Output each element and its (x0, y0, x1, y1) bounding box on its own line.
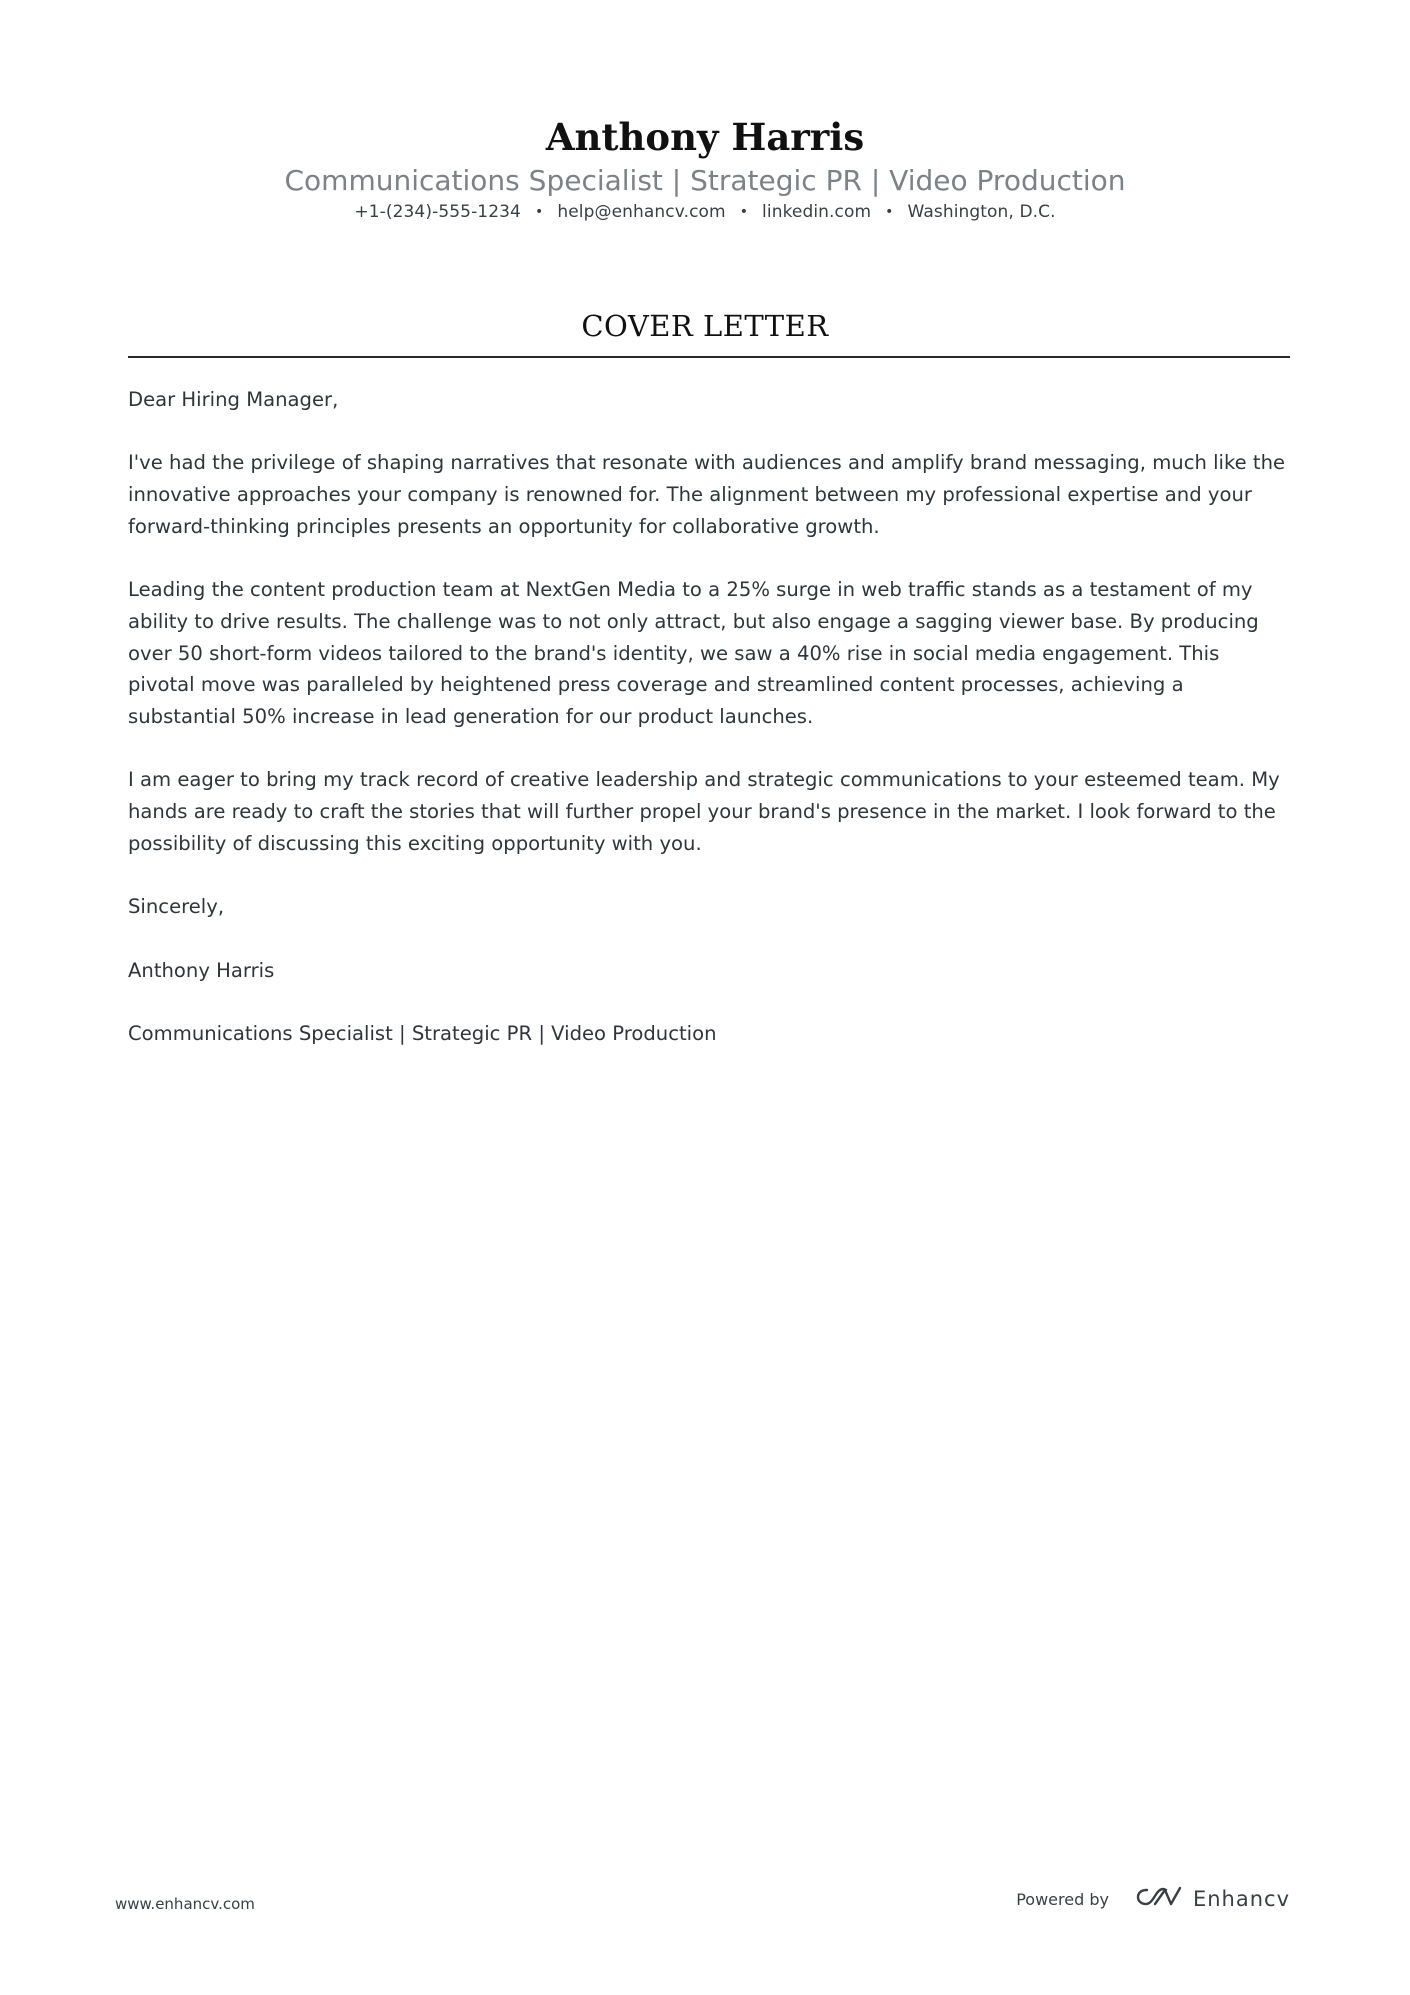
contact-separator: • (885, 204, 894, 220)
signature-name: Anthony Harris (128, 958, 275, 982)
footer-branding (1016, 1884, 1290, 1914)
applicant-tagline: Communications Specialist | Strategic PR | Video Production (284, 164, 1126, 197)
brand-logo (1135, 1884, 1290, 1914)
salutation: Dear Hiring Manager, (128, 388, 339, 411)
letter-body (128, 384, 1292, 1081)
contact-separator: • (739, 204, 749, 220)
enhancv-logo-icon (1135, 1884, 1183, 1914)
contact-location: Washington, D.C. (907, 202, 1056, 222)
footer-website: www.enhancv.com (115, 1895, 255, 1913)
contact-phone: +1-(234)-555-1234 (354, 202, 521, 222)
letter-paragraph: I am eager to bring my track record of creative leadership and strategic communications to your esteemed team. My hands are ready to craft the stories that will further propel your brand's presence in the market. I look forward to the possibility of discussing this exciting opportunity with you. (128, 768, 1280, 855)
applicant-name: Anthony Harris (545, 115, 865, 159)
closing: Sincerely, (128, 895, 225, 919)
contact-email: help@enhancv.com (557, 202, 726, 222)
letter-header (0, 112, 1410, 224)
contact-linkedin: linkedin.com (762, 202, 872, 222)
section-title: COVER LETTER (581, 309, 829, 343)
letter-paragraph: I've had the privilege of shaping narratives that resonate with audiences and amplify brand messaging, much like the innovative approaches your company is renowned for. The alignment between my professional expertise and your forward-thinking principles presents an opportunity for collaborative growth. (128, 451, 1286, 538)
section-divider (128, 356, 1290, 358)
letter-paragraph: Leading the content production team at NextGen Media to a 25% surge in web traffic stands as a testament of my ability to drive results. The challenge was to not only attract, but also engage a sagging viewer base. By producing over 50 short-form videos tailored to the brand's identity, we saw a 40% rise in social media engagement. This pivotal move was paralleled by heightened press coverage and streamlined content processes, achieving a substantial 50% increase in lead generation for our product launches. (128, 578, 1259, 728)
brand-name: Enhancv (1192, 1887, 1290, 1911)
contact-line (0, 200, 1410, 224)
contact-separator: • (534, 204, 544, 220)
powered-by-label: Powered by (1016, 1889, 1109, 1909)
signature-title: Communications Specialist | Strategic PR | Video Production (128, 1021, 717, 1045)
